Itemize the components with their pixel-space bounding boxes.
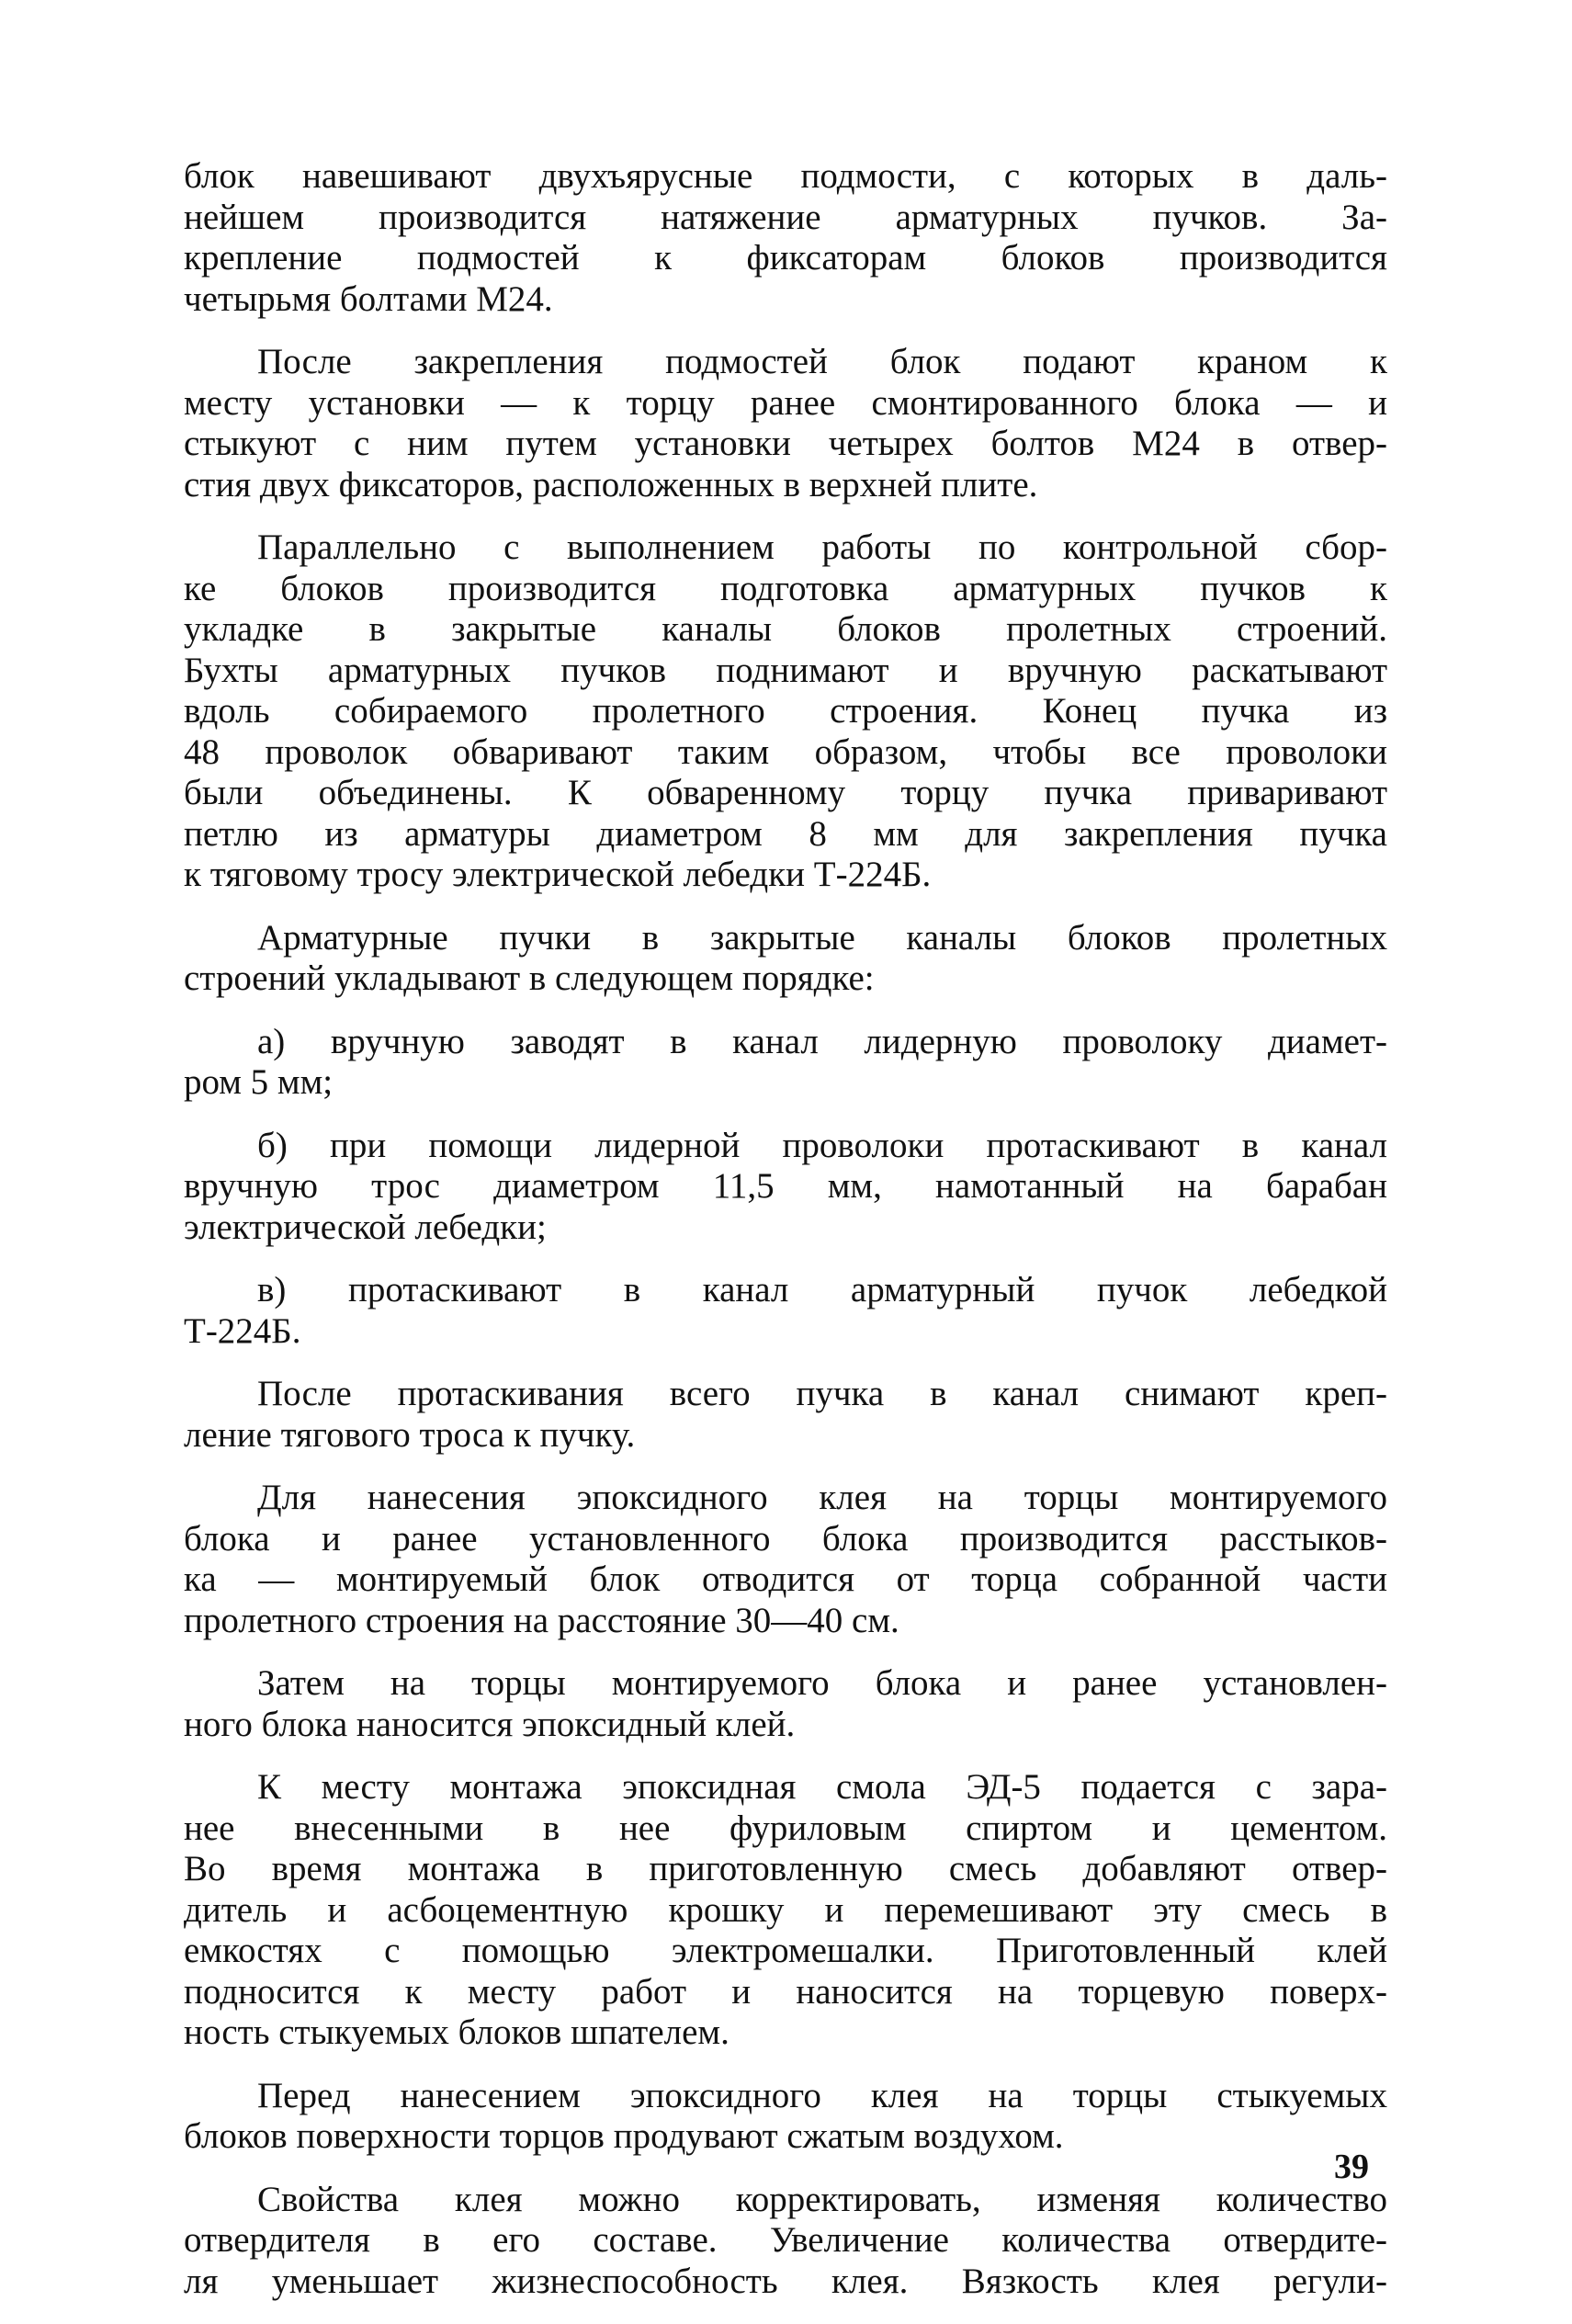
list-item-a [184, 1022, 1387, 1104]
text-line: пролетного строения на расстояние 30—40 см. [184, 1600, 899, 1640]
paragraph-1 [184, 156, 1387, 320]
paragraph-4 [184, 918, 1387, 1000]
paragraph-7 [184, 1663, 1387, 1745]
text-line: вдоль собираемого пролетного строения. Конец пучка из [184, 691, 1387, 731]
page-body [184, 156, 1387, 2324]
text-line: были объединены. К обваренному торцу пучка приваривают [184, 773, 1387, 812]
text-line: нее внесенными в нее фуриловым спиртом и цементом. [184, 1808, 1387, 1848]
text-line: стия двух фиксаторов, расположенных в верхней плите. [184, 464, 1038, 504]
text-line: укладке в закрытые каналы блоков пролетных строений. [184, 609, 1387, 649]
paragraph-8 [184, 1767, 1387, 2054]
page-number: 39 [1334, 2148, 1369, 2186]
text-line: блока и ранее установленного блока производится расстыков- [184, 1518, 1387, 1559]
text-line: месту установки — к торцу ранее смонтированного блока — и [184, 382, 1387, 423]
text-line: ке блоков производится подготовка арматурных пучков к [184, 568, 1387, 608]
text-line: ность стыкуемых блоков шпателем. [184, 2012, 729, 2052]
text-line: а) вручную заводят в канал лидерную проволоку диамет- [257, 1021, 1387, 1061]
text-line: в) протаскивают в канал арматурный пучок лебедкой [257, 1270, 1387, 1309]
text-line: Бухты арматурных пучков поднимают и вручную раскатывают [184, 650, 1387, 690]
text-line: ка — монтируемый блок отводится от торца собранной части [184, 1559, 1387, 1599]
text-line: ля уменьшает жизнеспособность клея. Вязкость клея регули- [184, 2261, 1387, 2301]
text-line: Перед нанесением эпоксидного клея на торцы стыкуемых [257, 2075, 1387, 2115]
text-line: Во время монтажа в приготовленную смесь добавляют отвер- [184, 1849, 1387, 1888]
text-line: блок навешивают двухъярусные подмости, с которых в даль- [184, 156, 1387, 196]
text-line: ного блока наносится эпоксидный клей. [184, 1704, 796, 1744]
text-line: 48 проволок обваривают таким образом, чтобы все проволоки [184, 731, 1387, 772]
text-line: строений укладывают в следующем порядке: [184, 958, 875, 998]
text-line: К месту монтажа эпоксидная смола ЭД-5 подается с зара- [257, 1767, 1387, 1807]
text-line: отвердителя в его составе. Увеличение количества отвердите- [184, 2220, 1387, 2260]
paragraph-10 [184, 2180, 1387, 2303]
text-line: крепление подмостей к фиксаторам блоков производится [184, 238, 1387, 278]
text-line: вручную трос диаметром 11,5 мм, намотанный на барабан [184, 1166, 1387, 1206]
paragraph-2 [184, 342, 1387, 505]
text-line: стыкуют с ним путем установки четырех болтов М24 в отвер- [184, 424, 1387, 463]
text-line: Параллельно с выполнением работы по контрольной сбор- [257, 527, 1387, 567]
list-item-c [184, 1270, 1387, 1352]
paragraph-9 [184, 2076, 1387, 2158]
list-item-b [184, 1126, 1387, 1249]
text-line: электрической лебедки; [184, 1207, 547, 1247]
text-line: Т-224Б. [184, 1310, 301, 1351]
text-line: дитель и асбоцементную крошку и перемешивают эту смесь в [184, 1889, 1387, 1930]
paragraph-3 [184, 527, 1387, 896]
text-line: ление тягового троса к пучку. [184, 1414, 636, 1455]
text-line: четырьмя болтами М24. [184, 278, 553, 319]
text-line: Для нанесения эпоксидного клея на торцы монтируемого [257, 1478, 1387, 1517]
text-line: ром 5 мм; [184, 1062, 334, 1102]
text-line: После закрепления подмостей блок подают краном к [257, 342, 1387, 381]
paragraph-5 [184, 1374, 1387, 1456]
text-line: После протаскивания всего пучка в канал снимают креп- [257, 1374, 1387, 1413]
text-line: подносится к месту работ и наносится на торцевую поверх- [184, 1971, 1387, 2012]
text-line: блоков поверхности торцов продувают сжатым воздухом. [184, 2116, 1064, 2156]
text-line: емкостях с помощью электромешалки. Приготовленный клей [184, 1931, 1387, 1970]
text-line: б) при помощи лидерной проволоки протаскивают в канал [257, 1125, 1387, 1165]
text-line: Свойства клея можно корректировать, изменяя количество [257, 2179, 1387, 2219]
text-line: Затем на торцы монтируемого блока и ранее установлен- [257, 1663, 1387, 1703]
text-line: нейшем производится натяжение арматурных пучков. За- [184, 197, 1387, 237]
paragraph-6 [184, 1478, 1387, 1641]
text-line: Арматурные пучки в закрытые каналы блоков пролетных [257, 917, 1387, 958]
text-line: к тяговому тросу электрической лебедки Т-224Б. [184, 855, 932, 894]
text-line: петлю из арматуры диаметром 8 мм для закрепления пучка [184, 813, 1387, 854]
